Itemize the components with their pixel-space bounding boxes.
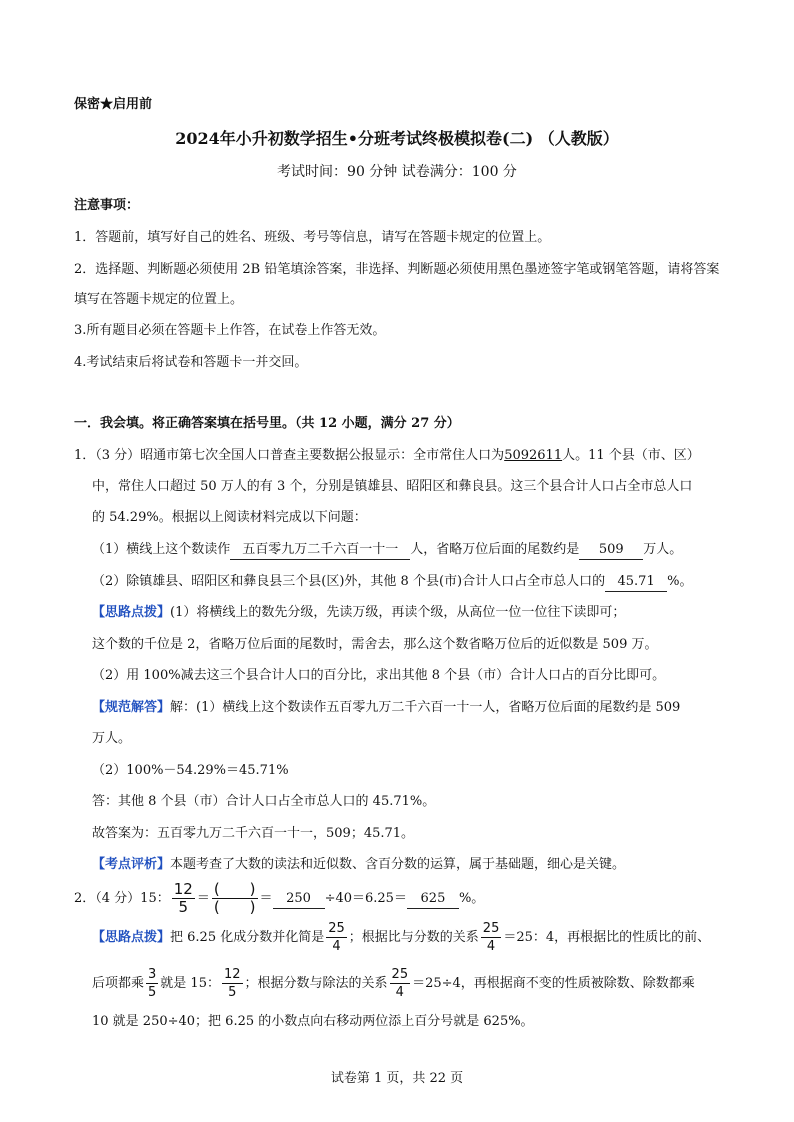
q1-line-3: 的 54.29%。根据以上阅读材料完成以下问题： [92,510,367,525]
fraction-blank [212,881,258,916]
answer-blank: 45.71 [605,573,667,592]
note-item: 填写在答题卡规定的位置上。 [74,292,244,307]
fraction-denominator: 4 [332,939,341,954]
population-number: 5092611 [504,448,563,463]
hint-text: (1）将横线上的数先分级，先读万级，再读个级，从高位一位一位往下读即可； [170,605,626,620]
fraction-numerator: ( ) [213,880,256,898]
fraction [146,966,158,1001]
q1-line-2: 中，常住人口超过 50 万人的有 3 个，分别是镇雄县、昭阳区和彝良县。这三个县合计人口占全市总人口 [92,479,693,494]
notes-heading: 注意事项： [74,198,140,213]
q1-solution-line: 故答案为：五百零九万二千六百一十一，509；45.71。 [92,826,415,841]
q1-part-1-text: 万人。 [643,542,683,557]
q1-part-2-text: （2）除镇雄县、昭阳区和彝良县三个县(区)外，其他 8 个县(市)合计人口占全市总人口的 [92,574,606,589]
q2-hint-line [92,964,695,1004]
hint-text: 就是 15： [160,976,220,991]
q1-hint-line: （2）用 100%减去这三个县合计人口的百分比，求出其他 8 个县（市）合计人口占的百分比即可。 [92,668,666,683]
section-heading: 一．我会填。将正确答案填在括号里。（共 12 小题，满分 27 分） [74,416,460,431]
hint-tag: 【思路点拨】 [92,930,171,945]
note-item: 1．答题前，填写好自己的姓名、班级、考号等信息，请写在答题卡规定的位置上。 [74,230,551,245]
exam-info: 考试时间：90 分钟 试卷满分：100 分 [277,164,517,180]
hint-text: ＝25：4，再根据比的性质比的前、 [503,930,711,945]
q2-hint-line: 10 就是 250÷40；把 6.25 的小数点向右移动两位添上百分号就是 625%。 [92,1014,534,1029]
note-item: 4.考试结束后将试卷和答题卡一并交回。 [74,355,308,370]
q1-hint [92,604,625,622]
q1-solution-line: 万人。 [92,731,132,746]
hint-text: ；根据分数与除法的关系 [244,976,388,991]
page-footer: 试卷第 1 页，共 22 页 [330,1071,464,1086]
q2-hint [92,918,710,958]
q1-evaluation [92,856,625,874]
q1-line-1 [74,447,700,465]
q1-part-1-text: 人，省略万位后面的尾数约是 [410,542,580,557]
fraction [222,966,243,1001]
fraction-denominator: 4 [486,939,496,954]
answer-blank: 509 [579,541,643,560]
q1-part-2 [92,573,692,592]
fraction [481,920,502,955]
q2-question [74,879,484,919]
fraction-denominator: ( ) [213,898,256,916]
answer-blank: 五百零九万二千六百一十一 [230,541,410,560]
q2-text: %。 [458,891,485,906]
fraction-denominator: 5 [148,985,157,1000]
note-item: 2．选择题、判断题必须使用 2B 铅笔填涂答案，非选择、判断题必须使用黑色墨迹签字笔或钢笔答题，请将答案 [74,262,720,277]
fraction-numerator: 12 [173,880,193,898]
page-title: 2024年小升初数学招生•分班考试终极模拟卷(二) （人教版） [175,129,619,148]
hint-text: ＝25÷4，再根据商不变的性质被除数、除数都乘 [412,976,695,991]
q1-part-2-text: %。 [667,574,693,589]
note-item: 3.所有题目必须在答题卡上作答，在试卷上作答无效。 [74,323,386,338]
q1-part-1-text: （1）横线上这个数读作 [92,542,231,557]
equals-sign: ＝ [196,891,210,906]
q2-label: 2．（4 分）15： [74,891,170,906]
q1-solution-line: 答：其他 8 个县（市）合计人口占全市总人口的 45.71%。 [92,794,436,809]
q1-solution-line: （2）100%－54.29%＝45.71% [92,763,289,778]
fraction [390,966,411,1001]
hint-text: 后项都乘 [92,976,145,991]
fraction-denominator: 5 [228,985,237,1000]
fraction-numerator: 25 [482,921,500,936]
equals-sign: ＝ [259,891,273,906]
q1-part-1 [92,541,682,560]
solution-tag: 【规范解答】 [92,700,171,715]
q2-text: ÷40＝6.25＝ [324,891,407,906]
fraction [172,881,195,916]
hint-text: ；根据比与分数的关系 [348,930,479,945]
answer-blank: 250 [273,890,325,909]
fraction-numerator: 3 [148,967,157,982]
fraction-denominator: 4 [395,985,404,1000]
fraction [326,920,347,955]
q1-hint-line: 这个数的千位是 2，省略万位后面的尾数时，需舍去，那么这个数省略万位后的近似数是 509 万。 [92,637,658,652]
answer-blank: 625 [407,890,459,909]
hint-tag: 【思路点拨】 [92,605,171,620]
q1-solution [92,699,680,717]
fraction-denominator: 5 [178,898,189,916]
fraction-numerator: 12 [223,967,241,982]
hint-text: 把 6.25 化成分数并化简是 [170,930,325,945]
fraction-numerator: 25 [391,967,409,982]
evaluation-tag: 【考点评析】 [92,857,171,872]
evaluation-text: 本题考查了大数的读法和近似数、含百分数的运算，属于基础题，细心是关键。 [170,857,626,872]
q1-text: 1．（3 分）昭通市第七次全国人口普查主要数据公报显示：全市常住人口为 [74,448,505,463]
confidential-label: 保密★启用前 [74,97,153,112]
fraction-numerator: 25 [328,921,345,936]
solution-text: 解：(1）横线上这个数读作五百零九万二千六百一十一人，省略万位后面的尾数约是 509 [170,700,681,715]
q1-text: 人。11 个县（市、区） [562,448,700,463]
